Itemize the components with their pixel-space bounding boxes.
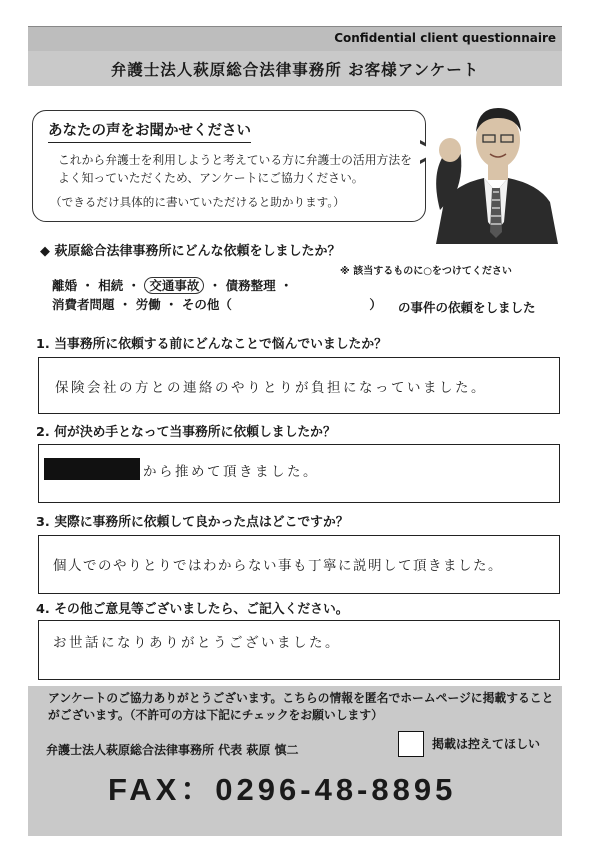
q0-options-b: ・ 債務整理 ・ [208, 278, 293, 293]
page-title: 弁護士法人萩原総合法律事務所 お客様アンケート [110, 61, 480, 79]
q0-instruction: ※ 該当するものに○をつけてください [340, 266, 512, 277]
q0-suffix: の事件の依頼をしました [398, 300, 536, 315]
redaction-bar [44, 458, 140, 480]
confidential-bar [28, 26, 562, 52]
q0-options-a: 離婚 ・ 相続 ・ [52, 278, 141, 293]
intro-body: これから弁護士を利用しようと考えている方に弁護士の活用方法をよく知っていただくため、アンケートにご協力ください。 [58, 153, 412, 185]
intro-heading: あなたの声をお聞かせください [48, 119, 251, 143]
q0-option-circled[interactable]: 交通事故 [144, 277, 204, 294]
confidential-label: Confidential client questionnaire [334, 31, 556, 45]
lawyer-photo [426, 92, 566, 244]
q3-label: 3. 実際に事務所に依頼して良かった点はどこですか？ [36, 515, 349, 530]
q0-options-line1 [52, 276, 293, 294]
q1-answer: 保険会社の方との連絡のやりとりが負担になっていました。 [55, 380, 487, 396]
intro-note: （できるだけ具体的に書いていただけると助かります。） [50, 195, 345, 209]
footer-thanks: アンケートのご協力ありがとうございます。こちらの情報を匿名でホームページに掲載することがございます。（不許可の方は下記にチェックをお願いします） [48, 691, 554, 722]
fax-number: FAX：0296-48-8895 [108, 772, 457, 807]
q2-answer: から推めて頂きました。 [143, 464, 319, 480]
q4-label: 4. その他ご意見等ございましたら、ご記入ください。 [36, 602, 349, 617]
q3-answer-box[interactable] [38, 535, 560, 594]
firm-name: 弁護士法人萩原総合法律事務所 代表 萩原 慎二 [46, 743, 299, 757]
decline-publication-checkbox[interactable] [398, 731, 424, 757]
q0-options-line2: 消費者問題 ・ 労働 ・ その他（ ） [52, 297, 382, 312]
title-bar [28, 51, 562, 86]
q1-label: 1. 当事務所に依頼する前にどんなことで悩んでいましたか？ [36, 337, 387, 352]
q4-answer-box[interactable] [38, 620, 560, 680]
q0-question: ◆ 萩原総合法律事務所にどんな依頼をしましたか？ [40, 244, 341, 259]
q2-label: 2. 何が決め手となって当事務所に依頼しましたか？ [36, 425, 336, 440]
q3-answer: 個人でのやりとりではわからない事も丁寧に説明して頂きました。 [53, 558, 503, 574]
q4-answer: お世話になりありがとうございました。 [53, 635, 341, 651]
checkbox-label: 掲載は控えてほしい [432, 737, 541, 751]
q1-answer-box[interactable] [38, 357, 560, 414]
